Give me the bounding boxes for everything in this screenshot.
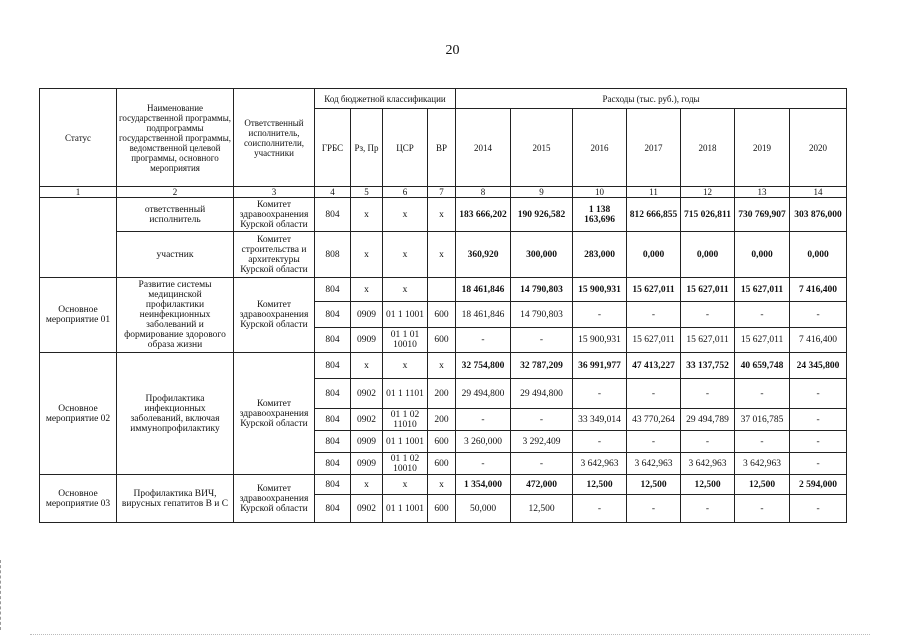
year-value: 40 659,748 <box>735 353 790 379</box>
year-value: 715 026,811 <box>681 198 735 232</box>
budget-table-sheet <box>39 88 846 523</box>
year-value: 0,000 <box>790 232 847 278</box>
scan-bottom-line <box>30 634 870 636</box>
year-value: 32 787,209 <box>511 353 573 379</box>
year-value: - <box>627 431 681 453</box>
code-vr: 200 <box>428 409 456 431</box>
year-value: 360,920 <box>456 232 511 278</box>
code-vr: 600 <box>428 431 456 453</box>
year-value: 15 627,011 <box>627 328 681 353</box>
year-value: 12,500 <box>735 475 790 495</box>
year-value: 7 416,400 <box>790 328 847 353</box>
year-value: - <box>735 302 790 328</box>
year-value: 0,000 <box>735 232 790 278</box>
header-year: 2017 <box>627 109 681 187</box>
code-csr: 01 1 01 10010 <box>383 328 428 353</box>
year-value: - <box>573 302 627 328</box>
code-grbs: 804 <box>315 431 351 453</box>
code-rzpr: х <box>351 198 383 232</box>
column-number: 2 <box>117 187 234 198</box>
year-value: 3 292,409 <box>511 431 573 453</box>
code-rzpr: 0902 <box>351 495 383 523</box>
year-value: 3 260,000 <box>456 431 511 453</box>
year-value: 29 494,800 <box>456 379 511 409</box>
code-grbs: 804 <box>315 475 351 495</box>
column-number: 13 <box>735 187 790 198</box>
code-vr: х <box>428 353 456 379</box>
year-value: 1 354,000 <box>456 475 511 495</box>
row-name: Профилактика ВИЧ, вирусных гепатитов В и С <box>117 475 234 523</box>
header-year: 2019 <box>735 109 790 187</box>
column-number: 7 <box>428 187 456 198</box>
row-name: Развитие системы медицинской профилактики неинфекционных заболеваний и формирование здорового образа жизни <box>117 278 234 353</box>
header-year: 2020 <box>790 109 847 187</box>
row-responsible: Комитет строительства и архитектуры Курской области <box>234 232 315 278</box>
code-vr: х <box>428 198 456 232</box>
row-responsible: Комитет здравоохранения Курской области <box>234 353 315 475</box>
status-cell-empty <box>40 198 117 278</box>
year-value: - <box>735 379 790 409</box>
year-value: - <box>681 302 735 328</box>
year-value: 33 137,752 <box>681 353 735 379</box>
code-grbs: 804 <box>315 353 351 379</box>
code-vr: х <box>428 475 456 495</box>
year-value: - <box>573 431 627 453</box>
year-value: - <box>511 453 573 475</box>
year-value: - <box>627 302 681 328</box>
row-responsible: Комитет здравоохранения Курской области <box>234 198 315 232</box>
year-value: 15 900,931 <box>573 278 627 302</box>
code-vr <box>428 278 456 302</box>
year-value: 36 991,977 <box>573 353 627 379</box>
year-value: 37 016,785 <box>735 409 790 431</box>
code-grbs: 804 <box>315 198 351 232</box>
column-number: 10 <box>573 187 627 198</box>
year-value: 12,500 <box>511 495 573 523</box>
year-value: 14 790,803 <box>511 278 573 302</box>
row-status: Основное мероприятие 02 <box>40 353 117 475</box>
year-value: 183 666,202 <box>456 198 511 232</box>
year-value: - <box>735 495 790 523</box>
year-value: 15 627,011 <box>627 278 681 302</box>
year-value: - <box>681 431 735 453</box>
year-value: - <box>627 495 681 523</box>
year-value: 15 627,011 <box>681 278 735 302</box>
year-value: 12,500 <box>681 475 735 495</box>
year-value: - <box>790 302 847 328</box>
code-csr: 01 1 1001 <box>383 302 428 328</box>
table-body <box>40 198 847 523</box>
year-value: 3 642,963 <box>573 453 627 475</box>
year-value: 190 926,582 <box>511 198 573 232</box>
code-csr: х <box>383 198 428 232</box>
column-number: 11 <box>627 187 681 198</box>
code-grbs: 808 <box>315 232 351 278</box>
year-value: 283,000 <box>573 232 627 278</box>
header-budget-code: Код бюджетной классификации <box>315 89 456 109</box>
row-responsible: Комитет здравоохранения Курской области <box>234 278 315 353</box>
code-csr: х <box>383 353 428 379</box>
year-value: 50,000 <box>456 495 511 523</box>
code-csr: 01 1 1001 <box>383 431 428 453</box>
year-value: - <box>735 431 790 453</box>
table-row <box>40 198 847 232</box>
code-rzpr: 0909 <box>351 453 383 475</box>
year-value: 3 642,963 <box>735 453 790 475</box>
code-csr: х <box>383 278 428 302</box>
year-value: 33 349,014 <box>573 409 627 431</box>
header-status: Статус <box>40 89 117 187</box>
budget-expenses-table <box>39 88 847 523</box>
code-grbs: 804 <box>315 453 351 475</box>
code-rzpr: 0909 <box>351 328 383 353</box>
code-csr: 01 1 1101 <box>383 379 428 409</box>
year-value: 14 790,803 <box>511 302 573 328</box>
year-value: 472,000 <box>511 475 573 495</box>
header-responsible: Ответственный исполнитель, соисполнители, участники <box>234 89 315 187</box>
year-value: 18 461,846 <box>456 278 511 302</box>
code-rzpr: 0909 <box>351 431 383 453</box>
code-grbs: 804 <box>315 278 351 302</box>
year-value: 43 770,264 <box>627 409 681 431</box>
code-csr: 01 1 02 10010 <box>383 453 428 475</box>
code-rzpr: х <box>351 278 383 302</box>
column-number: 14 <box>790 187 847 198</box>
year-value: 24 345,800 <box>790 353 847 379</box>
year-value: 7 416,400 <box>790 278 847 302</box>
year-value: 0,000 <box>627 232 681 278</box>
year-value: 812 666,855 <box>627 198 681 232</box>
code-grbs: 804 <box>315 379 351 409</box>
code-rzpr: 0902 <box>351 409 383 431</box>
year-value: - <box>511 328 573 353</box>
year-value: - <box>456 409 511 431</box>
code-vr: 600 <box>428 328 456 353</box>
year-value: - <box>790 431 847 453</box>
code-rzpr: х <box>351 232 383 278</box>
column-number: 3 <box>234 187 315 198</box>
year-value: - <box>790 495 847 523</box>
year-value: - <box>681 495 735 523</box>
page-number: 20 <box>445 43 460 58</box>
year-value: 15 627,011 <box>735 328 790 353</box>
year-value: 12,500 <box>627 475 681 495</box>
column-number: 1 <box>40 187 117 198</box>
column-number: 6 <box>383 187 428 198</box>
column-number: 5 <box>351 187 383 198</box>
header-rzpr: Рз, Пр <box>351 109 383 187</box>
header-year: 2016 <box>573 109 627 187</box>
code-vr: х <box>428 232 456 278</box>
year-value: - <box>573 379 627 409</box>
table-row <box>40 475 847 495</box>
code-grbs: 804 <box>315 328 351 353</box>
row-name: Профилактика инфекционных заболеваний, включая иммунопрофилактику <box>117 353 234 475</box>
table-row <box>40 278 847 302</box>
year-value: 47 413,227 <box>627 353 681 379</box>
row-name: ответственный исполнитель <box>117 198 234 232</box>
column-number: 8 <box>456 187 511 198</box>
year-value: 2 594,000 <box>790 475 847 495</box>
year-value: - <box>511 409 573 431</box>
header-vr: ВР <box>428 109 456 187</box>
year-value: 15 627,011 <box>735 278 790 302</box>
year-value: 0,000 <box>681 232 735 278</box>
table-row <box>40 232 847 278</box>
year-value: 730 769,907 <box>735 198 790 232</box>
year-value: - <box>790 379 847 409</box>
year-value: 15 627,011 <box>681 328 735 353</box>
code-rzpr: 0909 <box>351 302 383 328</box>
code-csr: 01 1 1001 <box>383 495 428 523</box>
code-rzpr: 0902 <box>351 379 383 409</box>
year-value: - <box>573 495 627 523</box>
year-value: 29 494,800 <box>511 379 573 409</box>
code-vr: 600 <box>428 495 456 523</box>
code-rzpr: х <box>351 353 383 379</box>
year-value: - <box>681 379 735 409</box>
code-csr: х <box>383 232 428 278</box>
row-responsible: Комитет здравоохранения Курской области <box>234 475 315 523</box>
row-name: участник <box>117 232 234 278</box>
column-number: 4 <box>315 187 351 198</box>
year-value: 303 876,000 <box>790 198 847 232</box>
code-vr: 600 <box>428 302 456 328</box>
header-grbs: ГРБС <box>315 109 351 187</box>
table-row <box>40 353 847 379</box>
code-grbs: 804 <box>315 495 351 523</box>
code-vr: 200 <box>428 379 456 409</box>
code-csr: 01 1 02 11010 <box>383 409 428 431</box>
year-value: 300,000 <box>511 232 573 278</box>
code-grbs: 804 <box>315 302 351 328</box>
column-number: 9 <box>511 187 573 198</box>
year-value: 32 754,800 <box>456 353 511 379</box>
header-name: Наименование государственной программы, подпрограммы государственной программы, ведомственной целевой программы, основного мероприятия <box>117 89 234 187</box>
row-status: Основное мероприятие 01 <box>40 278 117 353</box>
code-vr: 600 <box>428 453 456 475</box>
year-value: - <box>456 453 511 475</box>
year-value: - <box>790 409 847 431</box>
year-value: 12,500 <box>573 475 627 495</box>
header-year: 2014 <box>456 109 511 187</box>
code-rzpr: х <box>351 475 383 495</box>
year-value: 15 900,931 <box>573 328 627 353</box>
code-csr: х <box>383 475 428 495</box>
year-value: 3 642,963 <box>627 453 681 475</box>
scan-margin-mark <box>0 560 5 630</box>
year-value: - <box>790 453 847 475</box>
year-value: 3 642,963 <box>681 453 735 475</box>
header-year: 2018 <box>681 109 735 187</box>
year-value: - <box>456 328 511 353</box>
header-expenses: Расходы (тыс. руб.), годы <box>456 89 847 109</box>
year-value: 1 138 163,696 <box>573 198 627 232</box>
year-value: 18 461,846 <box>456 302 511 328</box>
year-value: 29 494,789 <box>681 409 735 431</box>
header-year: 2015 <box>511 109 573 187</box>
code-grbs: 804 <box>315 409 351 431</box>
header-csr: ЦСР <box>383 109 428 187</box>
row-status: Основное мероприятие 03 <box>40 475 117 523</box>
year-value: - <box>627 379 681 409</box>
column-number: 12 <box>681 187 735 198</box>
